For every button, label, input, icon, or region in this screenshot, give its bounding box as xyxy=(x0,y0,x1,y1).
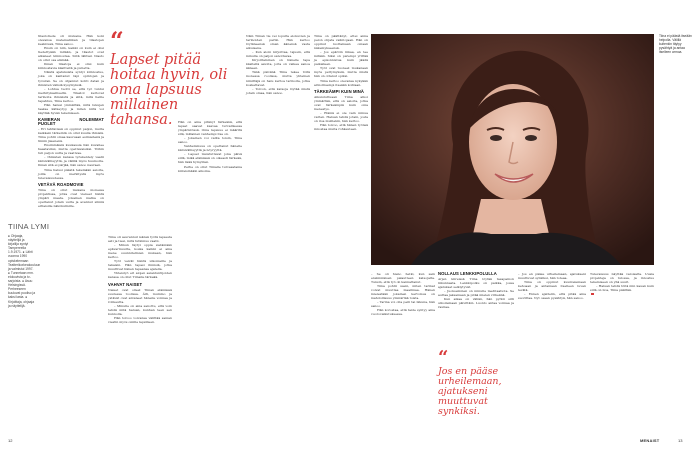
section-heading: KAMERAN NOLEMMAT PUOLET xyxy=(38,116,104,126)
col1-top-text: tilastotiede oli mukana. Hän koki olevansa matematiikan ja tilastojen keskiössä, Tiina sanoo. Ensin on niin, kaikki on kuin ei olisi tiedettyään mitään, ja tilastot ovat alkaneet kiinnostaa. Siitä lähtien tilasto on ollut osa elämää. Ilman tilastoja ei olisi kuin kiinnostavia käsitteitä ja puhetta. Näistä ajatuksista syntyi kiinnostus, joka on kantanut läpi opintojen ja työuran. Se on ohjannut kohti datan ja ihmisten välisiä kysymyksiä. – Lohtua tuotti se, että työ tuntui merkitykselliseltä. Tilastot kertovat tarinoita ihmisistä ja siitä, mitä heille tapahtuu, Tiina kertoo. Hän halusi ymmärtää, mitä lukujen taakse kätkeytyy, ja miten niitä voi käyttää hyvän tekemiseen. xyxy=(38,34,104,115)
photo-caption: Tiina ei päästä itseään helpolla. Välillä kuitenkin täytyy pysähtyä ja antaa itselleen armoa. xyxy=(659,34,692,55)
section-heading: TÄRKEÄMPI KUIN MINÄ xyxy=(314,88,365,94)
pull-quote-1 xyxy=(110,26,240,128)
pull-quote-text: Lapset pitää hoitaa hyvin, oli oma lapsuus millainen tahansa. xyxy=(110,52,228,128)
byline-title: TIINA LYMI xyxy=(8,222,50,231)
pull-quote-2 xyxy=(438,348,514,417)
column-1 xyxy=(38,34,104,442)
section-heading: VETÄVÄ ROADMOVIE xyxy=(38,181,84,187)
column-5: – Se oli hieno hetki, kun sain ensimmäisen palautteen katsojalta. Tunsin, että työ oli kannattanut. Tiina pohtii usein, miten tarinat voivat muuttaa maailmaa. Hänen mielestään jokainen kertomus on mahdollisuus ymmärtää toista. – Tarina voi olla peili tai ikkuna, hän sanoo. Hän korostaa, että taide syntyy aina vuorovaikutuksessa. xyxy=(371,272,435,317)
column-6b: – Jos en pääse urheilemaan, ajatukseni muuttuvat synkiksi, hän toteaa. Tiina on oppinut kuuntelemaan kehoaan ja antamaan itselleen luvan levätä. – Ennen ajattelin, että pitää aina suorittaa. Nyt osaan pysähtyä, hän sanoo. xyxy=(518,272,586,301)
section-heading: VAHVAT NAISET xyxy=(108,281,143,287)
section-heading: NOLLAUS LENKKIPOLULLA xyxy=(438,271,497,276)
column-2: Tiina oli seurannut isänsä työtä lapsesta asti ja tiesi, mitä tutkimus vaatii. – Minun täytyi oppia sietämään epävarmuutta, koska kaikki ei aina mene suunnitelmien mukaan, hän kertoo. Työt veivät häntä ulkomaille ja takaisin. Hän tapasi ihmisiä, jotka muuttivat hänen tapaansa ajatella. Yhteistyö eri alojen asiantuntijoiden kanssa on ollut Tiinalle tärkeää. VAHVAT NAISET Naiset ovat olleet Tiinan elämässä suuressa roolissa. Äiti, mummo ja ystävät ovat antaneet hänelle voimaa ja rohkeutta. – Minulle on aina sanottu, että voin tehdä mitä haluan, kunhan teen sen kunnolla. Hän toivoo voivansa välittää saman viestin myös omille lapsilleen. xyxy=(108,235,172,324)
byline-text: ● Ohjaaja, näyttelijä ja kirjailija syntyi Tampereella 1.9.1971. ● Lähti vuonna 1990 opiskelemaan Teatterikorkeakouluun ja valmistui 1997. ● Tunnetaan mm. elokuvista ja tv-sarjoista. ● Asuu Helsingissä. Perheeseen kuuluvat puoliso ja kaksi lasta. ● Kirjoittaja, ohjaaja ja näyttelijä. xyxy=(8,234,41,308)
page-number-right: 13 xyxy=(678,438,683,443)
end-mark-icon xyxy=(591,293,594,296)
column-7: Tulevaisuus näyttää valoisalta. Uusia projekteja on tulossa, ja innostus tekemiseen on yhä suuri. – Haluan tehdä töitä niin kauan kuin siitä on iloa, Tiina päättää. xyxy=(590,272,654,440)
portrait-illustration xyxy=(371,34,654,265)
column-4: Tiina on päättänyt, ettei anna pelon ohjata valintojaan. Hän on oppinut luottamaan omaan näkemykseensä. – Jos epäröin liikaa, en tee mitään. Siksi on parempi yrittää ja epäonnistua kuin jäädä paikalleen. Työt ovat tuoneet mukanaan myös pettymyksiä, mutta niistä hän on ottanut opiksi. Tiina kertoo olevansa nykyään armollisempi itseään kohtaan. TÄRKEÄMPI KUIN MINÄ Aikuistuttuaan Tiina alkoi ymmärtää, että on asioita, jotka ovat tärkeämpiä kuin oma menestys. – Elämä ei ole vain minua varten. Haluan tehdä jotain, josta on iloa muillekin, hän kertoo. Hän toivoo, että hänen työnsä innostaa muita rohkeuteen. xyxy=(314,34,368,132)
quote-mark-icon: “ xyxy=(438,347,449,368)
col1-bottom-text: Tiina on ollut mukana monessa projektissa, jotka ovat vieneet häntä ympäri maata. Jokainen matka on opettanut jotain uutta ja avannut silmiä erilaisille näkökulmille. xyxy=(38,187,104,208)
page-number-left: 12 xyxy=(8,438,13,443)
column-6: NOLLAUS LENKKIPOLULLA Arjen kiireissä Tiina löytää tasapainon liikunnasta. Lenkkipolku on paikka, jossa ajatukset selkiytyvät. – Juokseminen on minulle meditaatiota. Se auttaa jaksamaan ja pitää mielen virkeänä. Kun aikaa on vähän, hän pyrkii silti ulkoilemaan päivittäin. Luonto antaa voimaa ja rauhaa. xyxy=(438,271,514,310)
column-3a: Hän on aina pitänyt tärkeänä, että lapset saavat kasvaa turvallisessa ympäristössä. Oma lapsuus ei määritä sitä, millainen vanhempi itse on. – Jokainen voi valita toisin, Tiina sanoo. Vanhemmuus on opettanut hänelle kärsivällisyyttä ja nöyryyttä. – Lapset muistuttavat joka päivä siitä, mikä elämässä on oikeasti tärkeää, hän lisää hymyillen. Perhe on ollut Tiinalle turvasatama kiireisinäkin aikoina. xyxy=(178,120,242,173)
quote-mark-icon: “ xyxy=(110,26,124,55)
magazine-name: MENAIST xyxy=(640,438,660,443)
col1-mid-text: – Eri tehtävissä on oppinut paljon, mutta kaikkein tärkeintä on ollut kuulla ihmisiä. Tiina pohtii omaa kasvuaan esimiehenä ja tiimin jäsenenä. Ensimmäisiä kuukausia hän kuvailee haastaviksi, mutta opettavaisiksi. Töihin tuli paljon uutta ja vaativaa. – Ihmisten kanssa työskentely vaatii kärsivällisyyttä, ja välillä myös huumoria. Ilman sitä ei pärjää, hän sanoo nauraen. Tiina halusi päästä tekemään asioita, joilla on merkitystä myös tulevaisuudessa. xyxy=(38,127,104,180)
column-3b: Näin Tiinan tie vei lopulta elokuvien ja tarinoiden pariin. Hän kertoo löytäneensä oman äänensä vasta aikuisena. – Kun aloin kirjoittaa, tajusin, että minulla on paljon sanottavaa. Kirjoittaminen on hänelle tapa käsitellä asioita, joita on vaikea sanoa ääneen. Tänä päivänä Tiina tekee töitä monessa roolissa, mutta yhteinen nimittäjä on halu kertoa tarinoita, jotka koskettavat. – Toivon, että katsoja löytää niistä jotain omaa, hän sanoo. xyxy=(246,34,310,95)
portrait-photo xyxy=(371,34,654,265)
pull-quote-text: Jos en pääse urheilemaan, ajatukseni muuttuvat synkiksi. xyxy=(438,366,502,417)
